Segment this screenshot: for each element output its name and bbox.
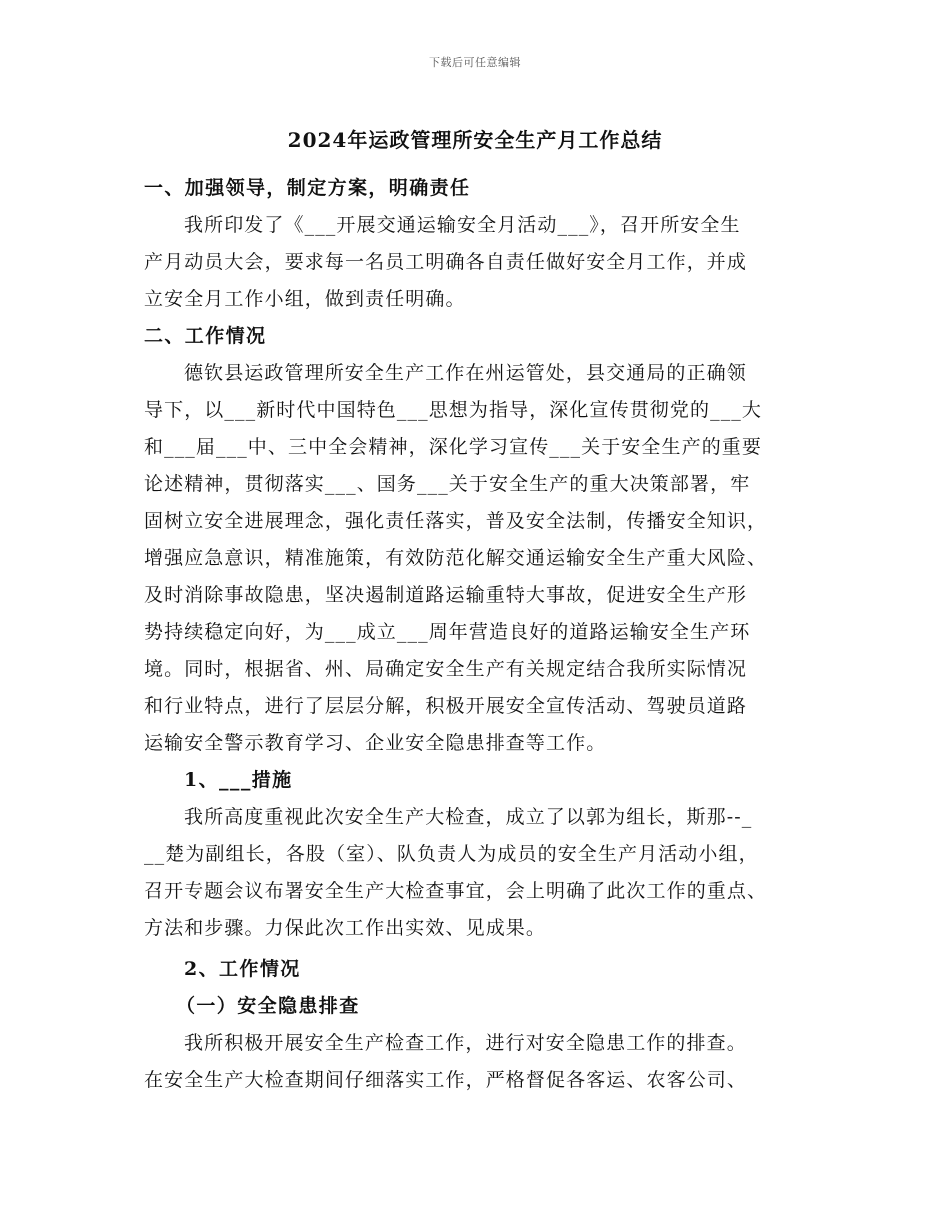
- section-heading-1: 一、加强领导，制定方案，明确责任: [144, 177, 471, 199]
- subsection-heading-measures: 1、___措施: [184, 769, 293, 791]
- paragraph-line: 导下，以___新时代中国特色___思想为指导，深化宣传贯彻党的___大: [144, 399, 763, 421]
- paragraph-line: 和行业特点，进行了层层分解，积极开展安全宣传活动、驾驶员道路: [144, 695, 748, 717]
- paragraph-line: 召开专题会议布署安全生产大检查事宜，会上明确了此次工作的重点、: [144, 880, 768, 902]
- document-title: 2024年运政管理所安全生产月工作总结: [287, 128, 663, 152]
- paragraph-line: 立安全月工作小组，做到责任明确。: [144, 288, 466, 310]
- paragraph-line: 我所印发了《___开展交通运输安全月活动___》，召开所安全生: [184, 214, 741, 236]
- paragraph-line: 论述精神，贯彻落实___、国务___关于安全生产的重大决策部署，牢: [144, 473, 751, 495]
- paragraph-line: 我所高度重视此次安全生产大检查，成立了以郭为组长，斯那--_: [184, 806, 753, 828]
- paragraph-line: 和___届___中、三中全会精神，深化学习宣传___关于安全生产的重要: [144, 436, 763, 458]
- paragraph-line: 势持续稳定向好，为___成立___周年营造良好的道路运输安全生产环: [144, 621, 751, 643]
- subsection-heading-work: 2、工作情况: [184, 958, 301, 980]
- section-heading-2: 二、工作情况: [144, 325, 267, 347]
- paragraph-line: 德钦县运政管理所安全生产工作在州运管处，县交通局的正确领: [184, 362, 747, 384]
- paragraph-line: 方法和步骤。力保此次工作出实效、见成果。: [144, 917, 547, 939]
- paragraph-line: 固树立安全进展理念，强化责任落实，普及安全法制，传播安全知识，: [144, 510, 768, 532]
- paragraph-line: 产月动员大会，要求每一名员工明确各自责任做好安全月工作，并成: [144, 251, 748, 273]
- paragraph-line: 运输安全警示教育学习、企业安全隐患排查等工作。: [144, 732, 607, 754]
- header-note: 下载后可任意编辑: [429, 56, 521, 69]
- subsection-heading-hazard-check: （一）安全隐患排查: [176, 995, 360, 1017]
- paragraph-line: 在安全生产大检查期间仔细落实工作，严格督促各客运、农客公司、: [144, 1069, 748, 1091]
- paragraph-line: __楚为副组长，各股（室）、队负责人为成员的安全生产月活动小组，: [144, 843, 759, 865]
- document-body: [144, 170, 812, 1099]
- paragraph-line: 境。同时，根据省、州、局确定安全生产有关规定结合我所实际情况: [144, 658, 748, 680]
- paragraph-line: 我所积极开展安全生产检查工作，进行对安全隐患工作的排查。: [184, 1032, 747, 1054]
- paragraph-line: 增强应急意识，精准施策，有效防范化解交通运输安全生产重大风险、: [144, 547, 768, 569]
- paragraph-line: 及时消除事故隐患，坚决遏制道路运输重特大事故，促进安全生产形: [144, 584, 748, 606]
